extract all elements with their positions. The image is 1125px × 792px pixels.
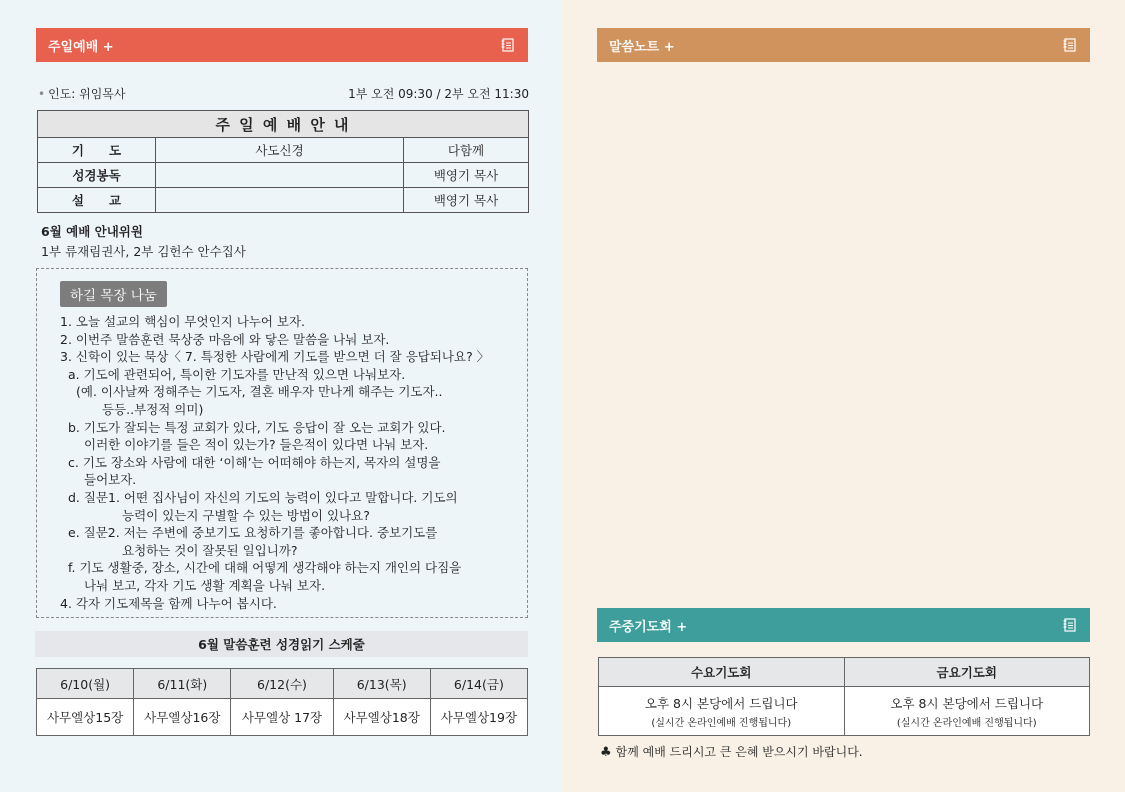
club-suit-icon: ♣	[600, 745, 612, 760]
reading-chapter: 사무엘상 17장	[231, 699, 333, 736]
ushers-title: 6월 예배 안내위원	[41, 224, 143, 239]
prayer-body-row	[599, 687, 1090, 736]
sharing-line: (예. 이사날짜 정해주는 기도자, 결혼 배우자 만나게 해주는 기도자..	[76, 384, 443, 400]
officiant-text: 인도: 위임목사	[48, 87, 126, 101]
small-group-sharing-box	[36, 268, 528, 618]
row-content	[156, 188, 404, 213]
sharing-line: b. 기도가 잘되는 특정 교회가 있다, 기도 응답이 잘 오는 교회가 있다.	[68, 419, 446, 435]
reading-day: 6/12(수)	[231, 669, 333, 699]
left-page	[0, 0, 562, 792]
blessing-text: 함께 예배 드리시고 큰 은혜 받으시기 바랍니다.	[615, 745, 863, 759]
prayer-meeting-info	[844, 687, 1090, 736]
sharing-line: 1. 오늘 설교의 핵심이 무엇인지 나누어 보자.	[60, 314, 306, 329]
prayer-meeting-time: 오후 8시 본당에서 드립니다	[644, 695, 798, 711]
prayer-meeting-name: 수요기도회	[599, 658, 845, 687]
row-label: 설 교	[38, 188, 156, 213]
row-by: 백영기 목사	[404, 163, 529, 188]
worship-order-row	[38, 163, 529, 188]
sharing-line: 이러한 이야기를 들은 적이 있는가? 들은적이 있다면 나눠 보자.	[84, 437, 429, 453]
reading-days-row	[37, 669, 528, 699]
row-label: 기 도	[38, 138, 156, 163]
sharing-line: f. 기도 생활중, 장소, 시간에 대해 어떻게 생각해야 하는지 개인의 다짐을	[68, 560, 462, 576]
service-times: 1부 오전 09:30 / 2부 오전 11:30	[348, 87, 529, 101]
sharing-line: d. 질문1. 어떤 집사님이 자신의 기도의 능력이 있다고 말합니다. 기도의	[68, 489, 458, 505]
sharing-line: a. 기도에 관련되어, 특이한 기도자를 만난적 있으면 나눠보자.	[68, 366, 406, 382]
sharing-line: 2. 이번주 말씀훈련 묵상중 마음에 와 닿은 말씀을 나눠 보자.	[60, 331, 390, 347]
weekday-prayer-title: 주중기도회 +	[609, 619, 688, 635]
sharing-line: 능력이 있는지 구별할 수 있는 방법이 있나요?	[122, 507, 370, 523]
worship-header-title: 주일예배 +	[48, 39, 114, 55]
sharing-line: 4. 각자 기도제목을 함께 나누어 봅시다.	[60, 595, 277, 611]
officiant	[38, 85, 126, 102]
sharing-line: 나눠 보고, 각자 기도 생활 계획을 나눠 보자.	[84, 577, 326, 593]
reading-chapter: 사무엘상19장	[430, 699, 527, 736]
sharing-line: 요청하는 것이 잘못된 일입니까?	[122, 542, 298, 558]
notebook-icon[interactable]	[1062, 617, 1078, 633]
sharing-line: e. 질문2. 저는 주변에 중보기도 요청하기를 좋아합니다. 중보기도를	[68, 525, 438, 541]
prayer-heads-row	[599, 658, 1090, 687]
reading-schedule-title: 6월 말씀훈련 성경읽기 스케줄	[35, 631, 528, 657]
prayer-meeting-name: 금요기도회	[844, 658, 1090, 687]
sermon-note-header[interactable]	[597, 28, 1090, 62]
reading-day: 6/13(목)	[333, 669, 430, 699]
row-by: 다함께	[404, 138, 529, 163]
notebook-icon[interactable]	[500, 37, 516, 53]
right-page	[562, 0, 1125, 792]
worship-order-row	[38, 188, 529, 213]
worship-meta	[38, 85, 529, 102]
notebook-icon[interactable]	[1062, 37, 1078, 53]
bullet-dot-icon: •	[38, 87, 46, 101]
sharing-line: c. 기도 장소와 사람에 대한 ‘이해’는 어떠해야 하는지, 목자의 설명을	[68, 454, 441, 470]
worship-order-row	[38, 138, 529, 163]
reading-chapter: 사무엘상16장	[134, 699, 231, 736]
sharing-line: 3. 신학이 있는 묵상〈 7. 특정한 사람에게 기도를 받으면 더 잘 응답되나요? 〉	[60, 349, 490, 365]
reading-day: 6/10(월)	[37, 669, 134, 699]
weekday-prayer-header[interactable]	[597, 608, 1090, 642]
reading-schedule-table	[36, 668, 528, 736]
prayer-meeting-time: 오후 8시 본당에서 드립니다	[890, 695, 1044, 711]
reading-chapter: 사무엘상15장	[37, 699, 134, 736]
sharing-line: 들어보자.	[84, 472, 137, 488]
worship-order-title-row	[38, 111, 529, 138]
reading-day: 6/14(금)	[430, 669, 527, 699]
prayer-meeting-info	[599, 687, 845, 736]
row-content	[156, 163, 404, 188]
prayer-meeting-note: (실시간 온라인예배 진행됩니다)	[651, 717, 792, 729]
blessing-message	[600, 743, 863, 760]
sharing-line: 등등..부정적 의미)	[102, 401, 204, 417]
sermon-note-title: 말씀노트 +	[609, 39, 675, 55]
sharing-tag: 하길 목장 나눔	[60, 281, 167, 307]
prayer-meeting-note: (실시간 온라인예배 진행됩니다)	[896, 717, 1037, 729]
row-content: 사도신경	[156, 138, 404, 163]
worship-header[interactable]	[36, 28, 528, 62]
reading-chapters-row	[37, 699, 528, 736]
reading-chapter: 사무엘상18장	[333, 699, 430, 736]
reading-day: 6/11(화)	[134, 669, 231, 699]
prayer-meeting-table	[598, 657, 1090, 736]
row-label: 성경봉독	[38, 163, 156, 188]
row-by: 백영기 목사	[404, 188, 529, 213]
worship-order-table	[37, 110, 529, 213]
sharing-question-list	[60, 313, 489, 612]
worship-order-title: 주 일 예 배 안 내	[38, 111, 529, 138]
ushers-names: 1부 류재림권사, 2부 김헌수 안수집사	[41, 244, 246, 259]
